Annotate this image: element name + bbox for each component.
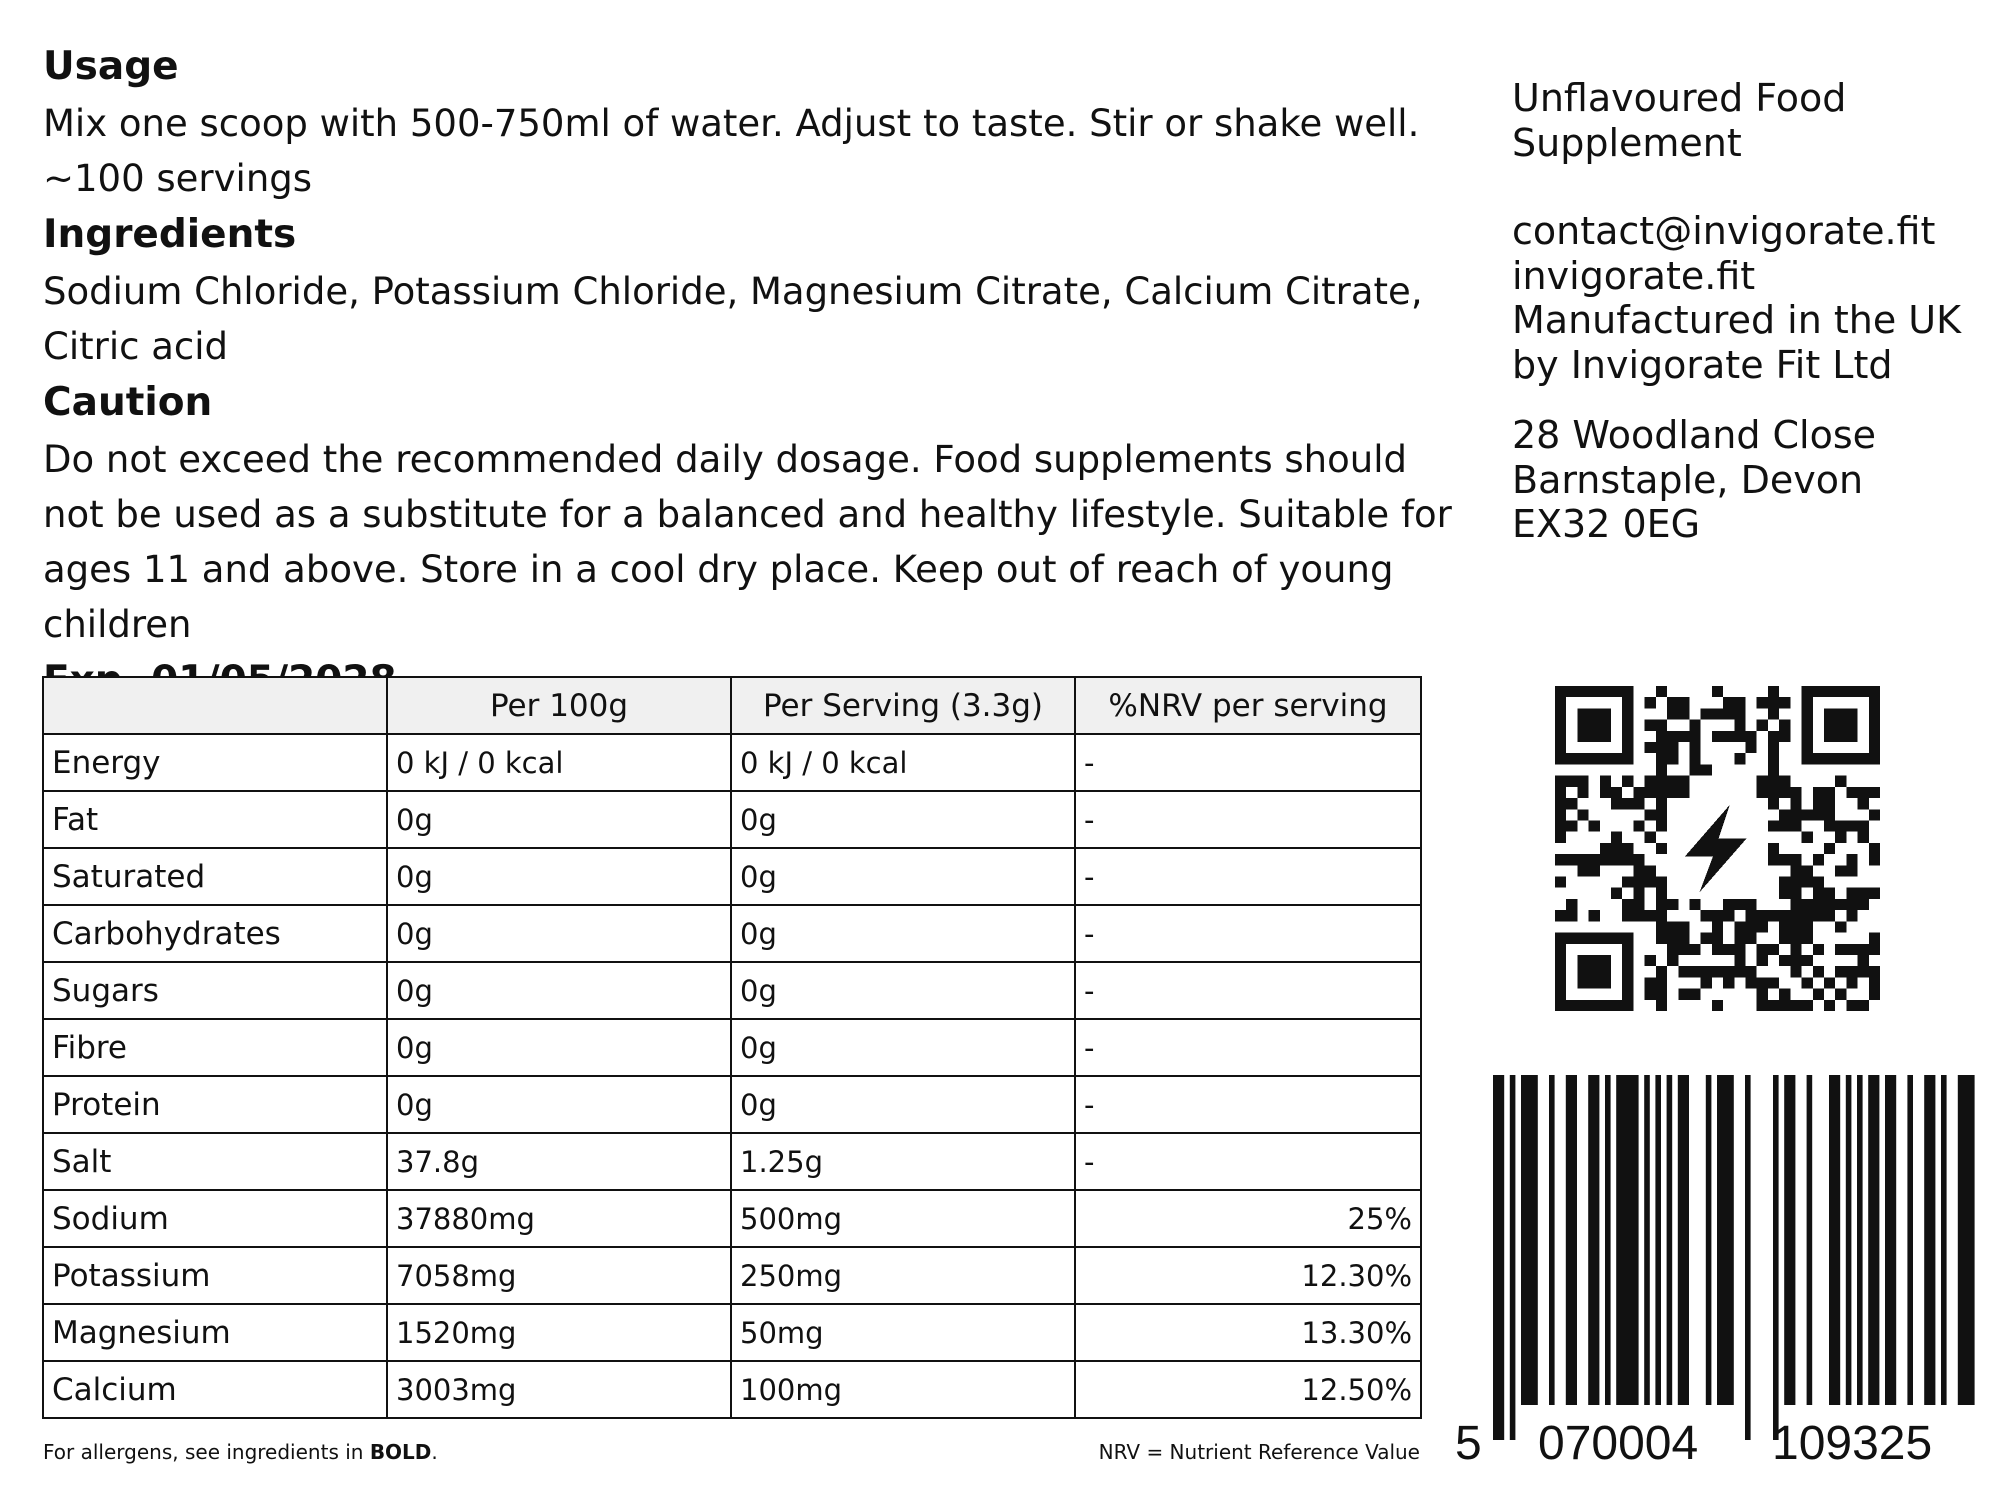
nrv-value: 13.30% bbox=[1075, 1304, 1421, 1361]
per-100g-value: 3003mg bbox=[387, 1361, 731, 1418]
table-row bbox=[43, 1019, 1421, 1076]
per-serving-value: 0 kJ / 0 kcal bbox=[731, 734, 1075, 791]
per-serving-value: 0g bbox=[731, 962, 1075, 1019]
barcode-bar bbox=[1868, 1075, 1879, 1405]
usage-heading: Usage bbox=[43, 44, 179, 89]
per-100g-value: 0g bbox=[387, 1076, 731, 1133]
servings-text: ~100 servings bbox=[43, 157, 313, 200]
table-row bbox=[43, 962, 1421, 1019]
barcode-bar bbox=[1958, 1075, 1975, 1405]
per-100g-value: 1520mg bbox=[387, 1304, 731, 1361]
barcode-bar bbox=[1706, 1075, 1712, 1405]
per-serving-value: 1.25g bbox=[731, 1133, 1075, 1190]
per-serving-value: 0g bbox=[731, 791, 1075, 848]
table-row bbox=[43, 791, 1421, 848]
barcode-bar bbox=[1667, 1075, 1673, 1405]
barcode-bar bbox=[1807, 1075, 1813, 1405]
barcode-bar bbox=[1644, 1075, 1650, 1405]
barcode-bar bbox=[1521, 1075, 1538, 1405]
header-per-100g: Per 100g bbox=[387, 677, 731, 734]
per-100g-value: 0g bbox=[387, 962, 731, 1019]
barcode-bar bbox=[1857, 1075, 1863, 1405]
nutrient-name: Fat bbox=[43, 791, 387, 848]
barcode-bar bbox=[1616, 1075, 1638, 1405]
nrv-value: - bbox=[1075, 1076, 1421, 1133]
barcode-bar bbox=[1885, 1075, 1896, 1405]
nutrition-table bbox=[42, 676, 1422, 1419]
address-line1: 28 Woodland Close bbox=[1512, 413, 1877, 457]
barcode-bar bbox=[1549, 1075, 1555, 1405]
table-row bbox=[43, 1076, 1421, 1133]
per-100g-value: 37880mg bbox=[387, 1190, 731, 1247]
per-serving-value: 0g bbox=[731, 905, 1075, 962]
qr-code-icon bbox=[1555, 686, 1880, 1011]
barcode-group2: 109325 bbox=[1772, 1417, 1933, 1470]
table-row bbox=[43, 1247, 1421, 1304]
allergens-note-suffix: . bbox=[431, 1440, 438, 1464]
per-100g-value: 0 kJ / 0 kcal bbox=[387, 734, 731, 791]
table-row bbox=[43, 1133, 1421, 1190]
nutrient-name: Protein bbox=[43, 1076, 387, 1133]
nrv-value: 12.50% bbox=[1075, 1361, 1421, 1418]
table-row bbox=[43, 1361, 1421, 1418]
barcode-bar bbox=[1510, 1075, 1516, 1440]
per-serving-value: 0g bbox=[731, 1076, 1075, 1133]
per-100g-value: 7058mg bbox=[387, 1247, 731, 1304]
nutrient-name: Potassium bbox=[43, 1247, 387, 1304]
manufacturer-name: by Invigorate Fit Ltd bbox=[1512, 342, 1893, 387]
ingredients-text: Sodium Chloride, Potassium Chloride, Magnesium Citrate, Calcium Citrate, Citric acid bbox=[43, 270, 1423, 368]
table-row bbox=[43, 1304, 1421, 1361]
per-serving-value: 250mg bbox=[731, 1247, 1075, 1304]
barcode-bar bbox=[1605, 1075, 1611, 1405]
barcode-bar bbox=[1773, 1075, 1779, 1440]
header-nrv: %NRV per serving bbox=[1075, 677, 1421, 734]
nrv-value: - bbox=[1075, 1019, 1421, 1076]
allergens-note-bold: BOLD bbox=[369, 1440, 432, 1464]
per-100g-value: 0g bbox=[387, 848, 731, 905]
nutrient-name: Salt bbox=[43, 1133, 387, 1190]
product-type-line2: Supplement bbox=[1512, 120, 1742, 165]
header-empty bbox=[43, 677, 387, 734]
nrv-value: - bbox=[1075, 905, 1421, 962]
nutrient-name: Magnesium bbox=[43, 1304, 387, 1361]
address-line2: Barnstaple, Devon bbox=[1512, 457, 1864, 502]
barcode-bar bbox=[1678, 1075, 1689, 1405]
per-100g-value: 0g bbox=[387, 1019, 731, 1076]
per-serving-value: 500mg bbox=[731, 1190, 1075, 1247]
per-serving-value: 0g bbox=[731, 848, 1075, 905]
barcode-bar bbox=[1493, 1075, 1504, 1440]
table-row bbox=[43, 1190, 1421, 1247]
barcode-bar bbox=[1588, 1075, 1599, 1405]
allergens-note-prefix: For allergens, see ingredients in bbox=[43, 1440, 370, 1464]
nrv-value: - bbox=[1075, 1133, 1421, 1190]
usage-text: Mix one scoop with 500-750ml of water. Adjust to taste. Stir or shake well. bbox=[43, 102, 1420, 145]
table-row bbox=[43, 734, 1421, 791]
barcode-bar bbox=[1717, 1075, 1734, 1405]
manufactured-in: Manufactured in the UK bbox=[1512, 298, 1962, 342]
website: invigorate.fit bbox=[1512, 253, 1756, 298]
nrv-value: - bbox=[1075, 791, 1421, 848]
per-serving-value: 50mg bbox=[731, 1304, 1075, 1361]
product-type-line1: Unflavoured Food bbox=[1512, 76, 1847, 120]
allergens-note bbox=[43, 1440, 438, 1464]
nrv-value: - bbox=[1075, 848, 1421, 905]
caution-text: Do not exceed the recommended daily dosage. Food supplements should not be used as a substitute for a balanced and healthy lifestyle. Suitable for ages 11 and above. Store in a cool dry place. Keep out of reach of young children bbox=[43, 438, 1452, 646]
barcode-bar bbox=[1784, 1075, 1795, 1405]
barcode-bar bbox=[1566, 1075, 1577, 1405]
barcode-first-digit: 5 bbox=[1455, 1417, 1482, 1470]
barcode-bar bbox=[1745, 1075, 1751, 1440]
nrv-value: - bbox=[1075, 734, 1421, 791]
per-100g-value: 0g bbox=[387, 905, 731, 962]
manufacturer-info bbox=[1512, 76, 1992, 547]
barcode-bar bbox=[1846, 1075, 1852, 1405]
table-header-row bbox=[43, 677, 1421, 734]
label-text-column bbox=[43, 38, 1473, 710]
nutrient-name: Carbohydrates bbox=[43, 905, 387, 962]
nutrient-name: Calcium bbox=[43, 1361, 387, 1418]
table-row bbox=[43, 905, 1421, 962]
barcode-bar bbox=[1924, 1075, 1935, 1405]
nutrient-name: Sodium bbox=[43, 1190, 387, 1247]
table-row bbox=[43, 848, 1421, 905]
lightning-bolt-icon bbox=[1685, 805, 1747, 892]
nrv-value: 12.30% bbox=[1075, 1247, 1421, 1304]
barcode-bar bbox=[1655, 1075, 1661, 1405]
per-100g-value: 0g bbox=[387, 791, 731, 848]
barcode-group1: 070004 bbox=[1538, 1417, 1699, 1470]
nrv-note: NRV = Nutrient Reference Value bbox=[1098, 1440, 1420, 1464]
per-serving-value: 100mg bbox=[731, 1361, 1075, 1418]
nutrient-name: Fibre bbox=[43, 1019, 387, 1076]
nutrient-name: Energy bbox=[43, 734, 387, 791]
per-100g-value: 37.8g bbox=[387, 1133, 731, 1190]
nrv-value: - bbox=[1075, 962, 1421, 1019]
barcode-bar bbox=[1941, 1075, 1947, 1405]
ingredients-heading: Ingredients bbox=[43, 212, 297, 257]
nutrient-name: Sugars bbox=[43, 962, 387, 1019]
barcode-bar bbox=[1829, 1075, 1840, 1405]
barcode-icon bbox=[1455, 1075, 1975, 1470]
address-line3: EX32 0EG bbox=[1512, 502, 1701, 546]
nrv-value: 25% bbox=[1075, 1190, 1421, 1247]
header-per-serving: Per Serving (3.3g) bbox=[731, 677, 1075, 734]
barcode-bar bbox=[1907, 1075, 1913, 1405]
per-serving-value: 0g bbox=[731, 1019, 1075, 1076]
nutrient-name: Saturated bbox=[43, 848, 387, 905]
contact-email: contact@invigorate.fit bbox=[1512, 209, 1936, 253]
caution-heading: Caution bbox=[43, 380, 213, 425]
